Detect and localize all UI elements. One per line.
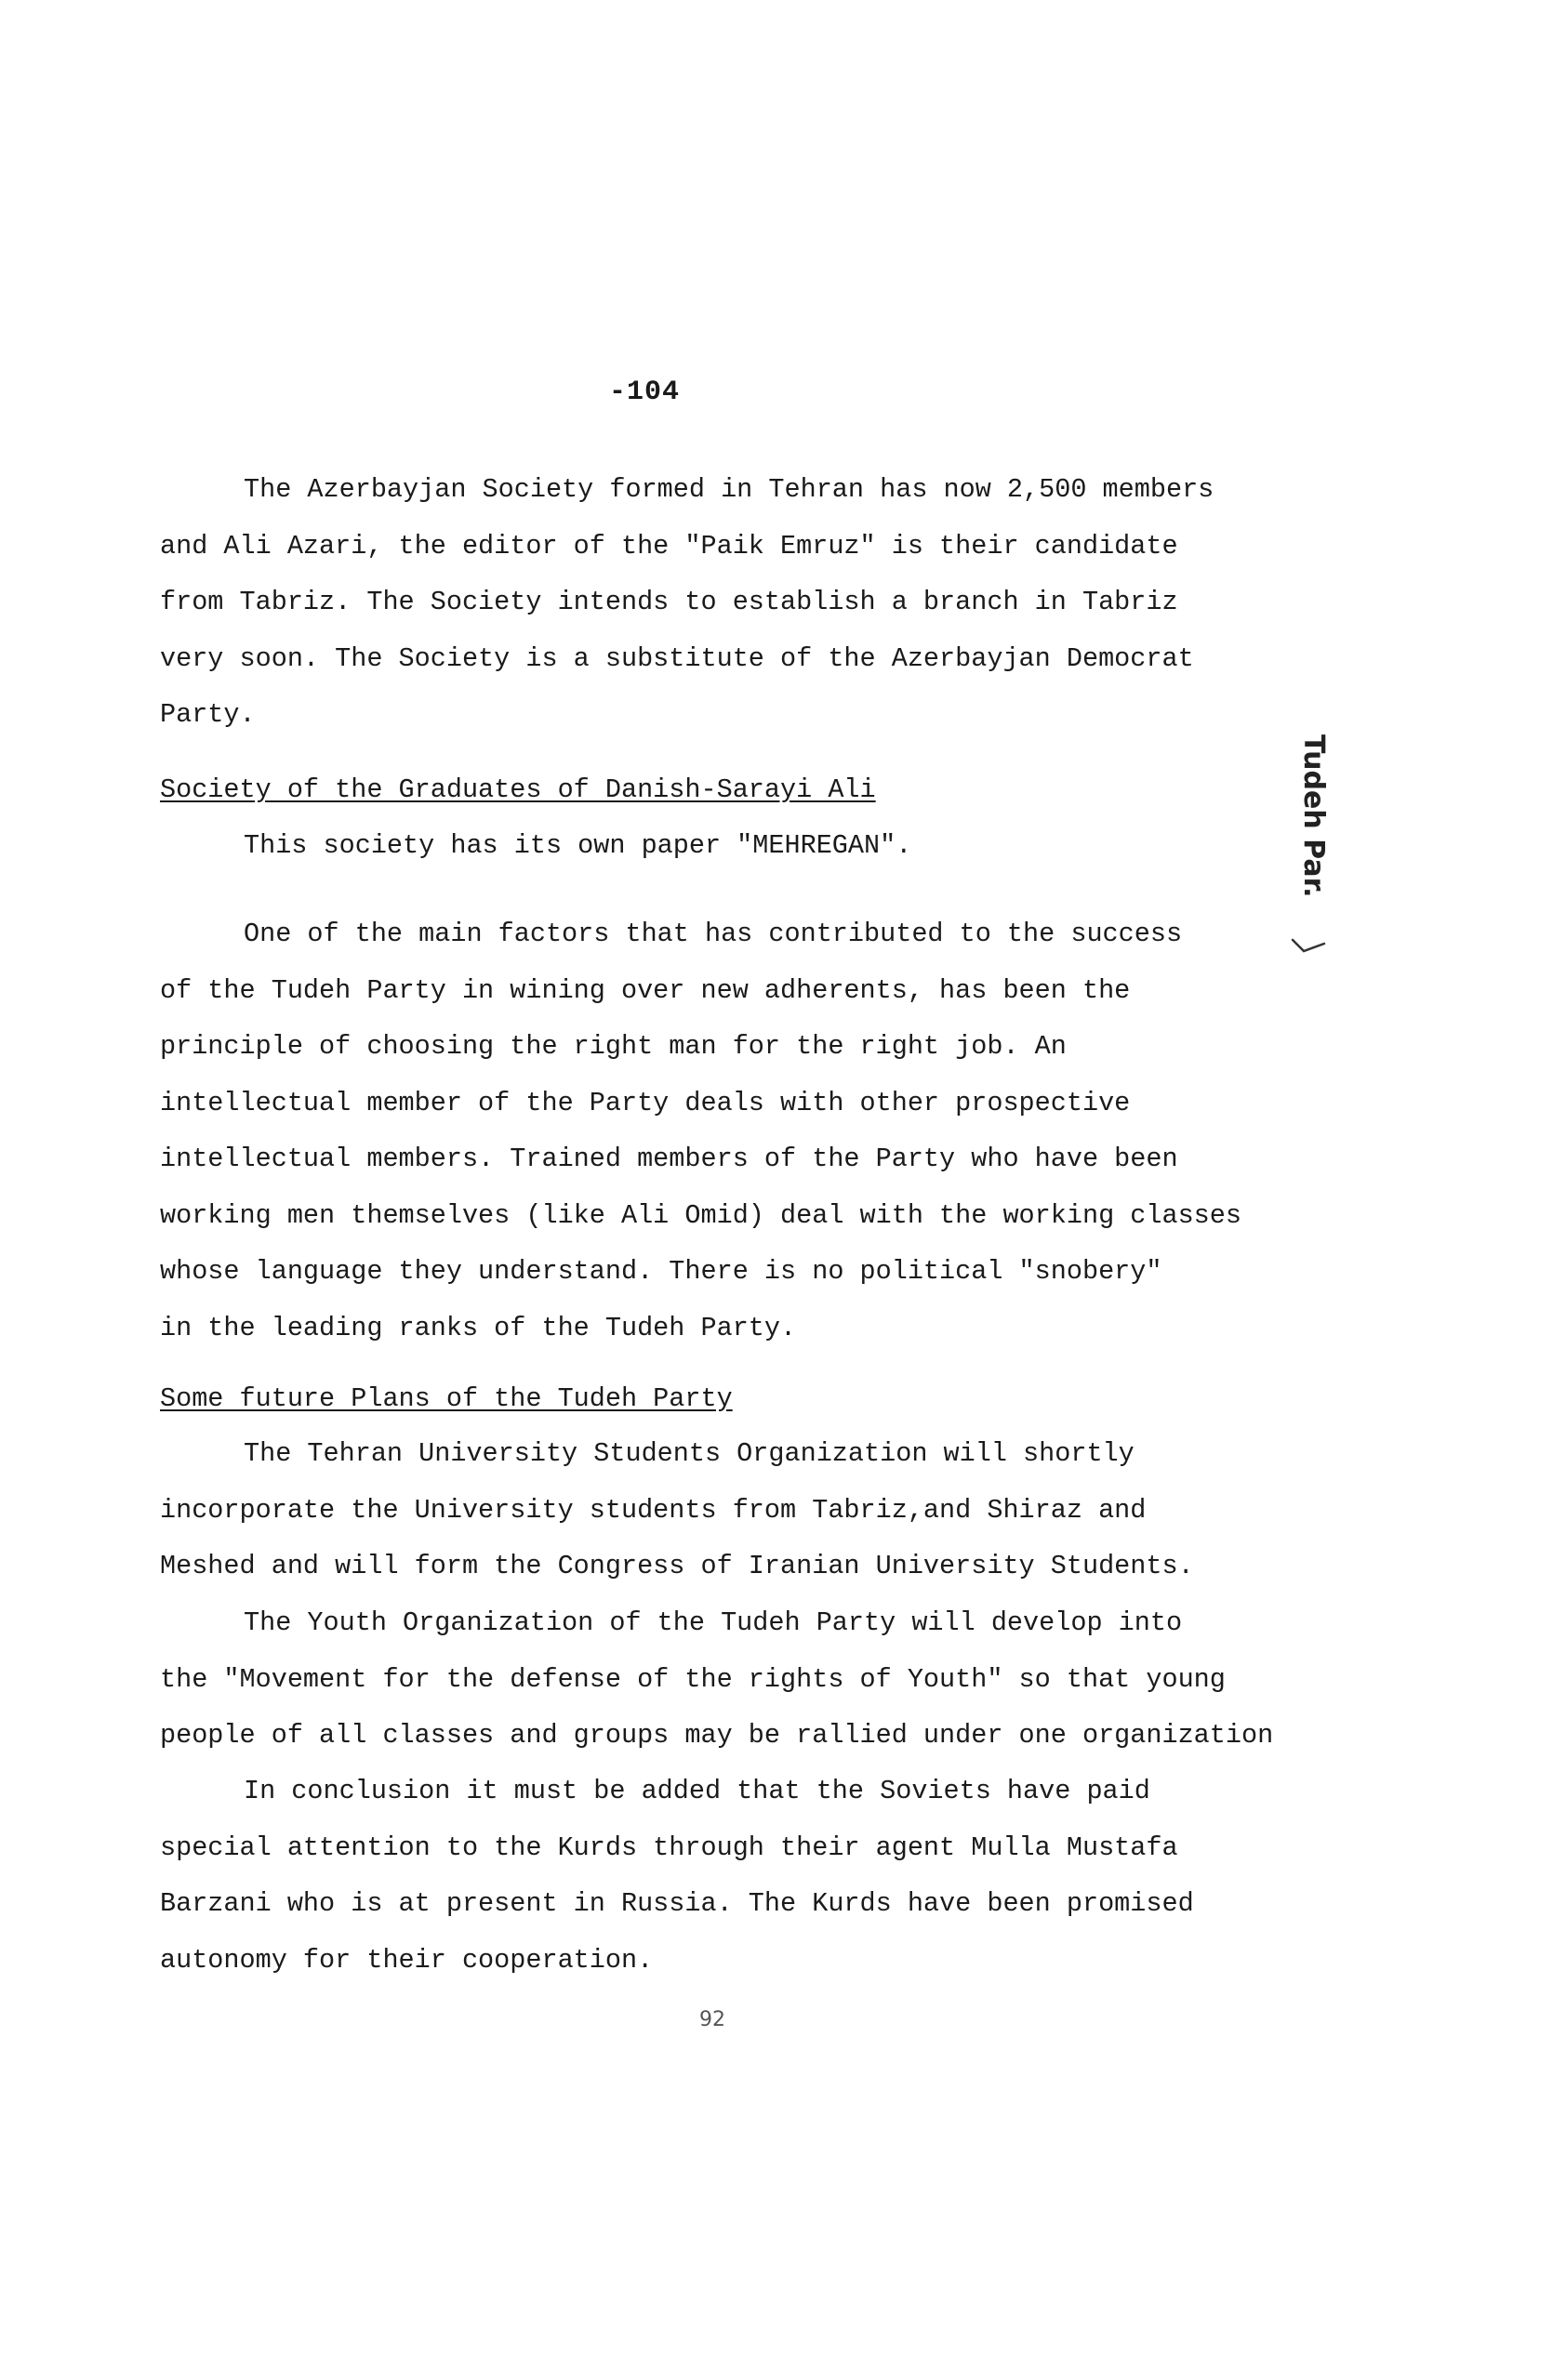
paragraph-youth-organization <box>160 1595 1313 1765</box>
paragraph-conclusion-kurds <box>160 1764 1313 1989</box>
text-line: The Azerbayjan Society formed in Tehran has now 2,500 members <box>244 474 1214 505</box>
text-line: people of all classes and groups may be rallied under one organization <box>160 1720 1274 1751</box>
page-number-bottom: 92 <box>699 2008 725 2031</box>
text-line: In conclusion it must be added that the Soviets have paid <box>244 1776 1150 1806</box>
text-line: of the Tudeh Party in wining over new adherents, has been the <box>160 974 1131 1006</box>
text-line: Meshed and will form the Congress of Iranian University Students. <box>160 1551 1194 1581</box>
text-line: the "Movement for the defense of the rights of Youth" so that young <box>160 1663 1226 1695</box>
paragraph-mehregan <box>160 818 1313 875</box>
text-line: principle of choosing the right man for the right job. An <box>160 1031 1067 1062</box>
text-line: The Youth Organization of the Tudeh Party will develop into <box>244 1607 1183 1638</box>
text-line: whose language they understand. There is no political "snobery" <box>160 1256 1162 1287</box>
margin-check-mark-icon <box>1291 934 1328 962</box>
text-line: very soon. The Society is a substitute of the Azerbayjan Democrat <box>160 642 1194 674</box>
text-line: special attention to the Kurds through their agent Mulla Mustafa <box>160 1831 1178 1863</box>
text-line: One of the main factors that has contributed to the success <box>244 919 1183 949</box>
text-line: incorporate the University students from Tabriz,and Shiraz and <box>160 1494 1147 1526</box>
paragraph-university-students <box>160 1426 1313 1595</box>
text-line: intellectual member of the Party deals with other prospective <box>160 1087 1131 1118</box>
paragraph-azerbayjan-society <box>160 462 1313 744</box>
paragraph-tudeh-success <box>160 906 1313 1356</box>
text-line: autonomy for their cooperation. <box>160 1944 654 1976</box>
text-line: in the leading ranks of the Tudeh Party. <box>160 1312 797 1343</box>
section-heading-graduates-society: Society of the Graduates of Danish-Sarayi Ali <box>160 774 876 805</box>
text-line: Barzani who is at present in Russia. The Kurds have been promised <box>160 1888 1194 1919</box>
text-line: from Tabriz. The Society intends to establish a branch in Tabriz <box>160 587 1178 617</box>
section-heading-future-plans: Some future Plans of the Tudeh Party <box>160 1383 733 1414</box>
margin-annotation-text: Tudeh Par. <box>1297 734 1330 898</box>
text-line: intellectual members. Trained members of the Party who have been <box>160 1144 1178 1174</box>
text-line: The Tehran University Students Organization will shortly <box>244 1438 1135 1469</box>
text-line: Party. <box>160 699 256 730</box>
text-line: This society has its own paper "MEHREGAN". <box>244 830 912 861</box>
text-line: working men themselves (like Ali Omid) deal with the working classes <box>160 1199 1241 1231</box>
page-number-top: -104 <box>609 377 681 408</box>
text-line: and Ali Azari, the editor of the "Paik Emruz" is their candidate <box>160 530 1178 562</box>
